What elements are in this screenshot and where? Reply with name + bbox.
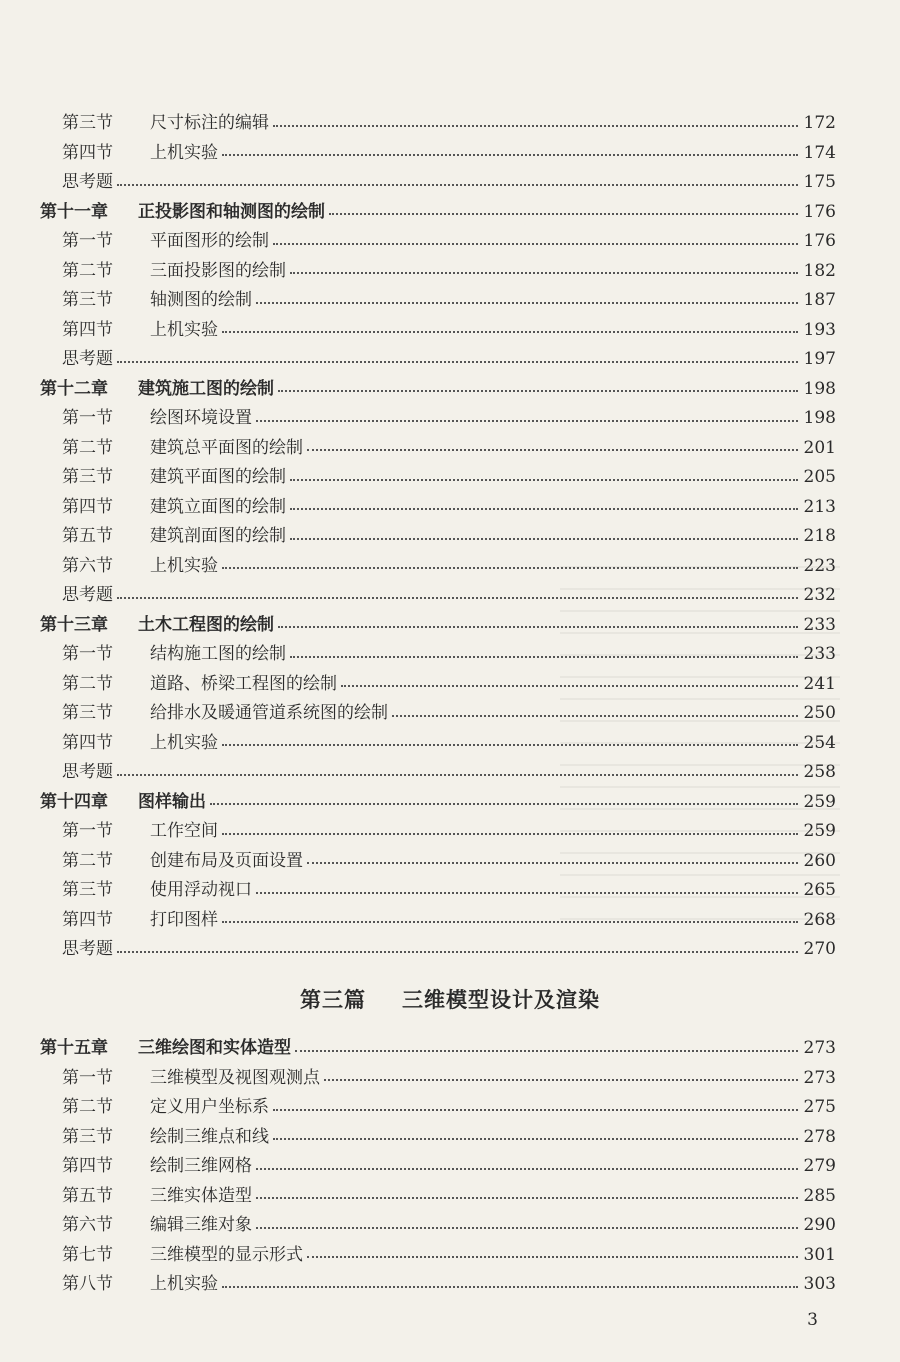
toc-section-row [36,1063,836,1093]
toc-entry-page: 270 [803,939,836,959]
toc-entry-title: 建筑施工图的绘制 [138,378,274,399]
toc-entry-title: 建筑平面图的绘制 [150,467,286,487]
toc-section-row [36,315,836,345]
toc-entry-title: 上机实验 [150,1274,218,1294]
leader-dots [273,1109,798,1111]
leader-dots [117,774,798,776]
toc-entry-label: 思考题 [62,172,113,192]
toc-entry-label: 第十五章 [40,1038,108,1058]
toc-entry-page: 218 [803,526,836,546]
toc-exercises-row [36,167,836,197]
toc-entry-page: 241 [803,673,836,694]
toc-section-row [36,1151,836,1181]
toc-entry-title: 上机实验 [150,732,218,753]
toc-section-row [36,138,836,168]
toc-entry-page: 275 [803,1097,836,1117]
toc-entry-label: 第十一章 [40,201,108,222]
leader-dots [341,685,798,687]
leader-dots [256,892,798,894]
toc-entry-page: 278 [803,1126,836,1147]
toc-section-row [36,846,836,876]
toc-chapter-row [36,787,836,817]
toc-entry-label: 第四节 [62,496,113,517]
toc-entry-label: 第十二章 [40,378,108,399]
leader-dots [290,656,798,658]
toc-section-row [36,1210,836,1240]
leader-dots [273,1138,798,1140]
toc-chapter-row [36,610,836,640]
toc-section-row [36,728,836,758]
toc-section-row [36,698,836,728]
toc-entry-label: 第三节 [62,1126,113,1147]
toc-section-row [36,462,836,492]
toc-entry-page: 260 [803,850,836,871]
toc-entry-title: 建筑总平面图的绘制 [150,437,303,458]
toc-entry-label: 思考题 [62,585,113,605]
leader-dots [117,184,798,186]
toc-entry-title: 绘制三维网格 [150,1156,252,1176]
toc-entry-page: 198 [803,408,836,428]
toc-entry-label: 第四节 [62,732,113,753]
toc-chapter-row [36,374,836,404]
toc-entry-label: 第三节 [62,880,113,900]
leader-dots [290,538,798,540]
toc-entry-title: 三维模型及视图观测点 [150,1067,320,1088]
toc-section-row [36,875,836,905]
toc-section-row [36,226,836,256]
leader-dots [295,1050,798,1052]
toc-entry-page: 273 [803,1038,836,1058]
part-heading-title: 三维模型设计及渲染 [402,988,600,1012]
page-number: 3 [807,1310,818,1330]
toc-section-row [36,1181,836,1211]
toc-entry-label: 第六节 [62,555,113,576]
leader-dots [256,302,798,304]
toc-entry-page: 285 [803,1185,836,1206]
leader-dots [329,213,798,215]
toc-entry-label: 第三节 [62,703,113,723]
toc-section-row [36,1269,836,1299]
toc-entry-label: 第三节 [62,113,113,133]
leader-dots [256,1168,798,1170]
toc-entry-label: 第七节 [62,1244,113,1265]
toc-exercises-row [36,580,836,610]
toc-section-row [36,256,836,286]
leader-dots [256,420,798,422]
toc-entry-title: 上机实验 [150,319,218,340]
toc-section-row [36,551,836,581]
toc-entry-title: 三面投影图的绘制 [150,260,286,281]
toc-entry-title: 上机实验 [150,555,218,576]
leader-dots [222,567,798,569]
leader-dots [392,715,798,717]
toc-entry-page: 259 [803,791,836,812]
leader-dots [117,951,798,953]
leader-dots [290,272,798,274]
toc-section-row [36,285,836,315]
toc-entry-title: 建筑剖面图的绘制 [150,526,286,546]
leader-dots [307,1256,798,1258]
toc-entry-page: 303 [803,1274,836,1294]
toc-section-row [36,1092,836,1122]
toc-chapter-row [36,1033,836,1063]
toc-entry-page: 273 [803,1067,836,1088]
leader-dots [256,1227,798,1229]
toc-entry-label: 第四节 [62,319,113,340]
toc-entry-label: 第五节 [62,526,113,546]
toc-entry-title: 定义用户坐标系 [150,1097,269,1117]
toc-entry-page: 175 [803,172,836,192]
leader-dots [307,862,798,864]
toc-entry-title: 图样输出 [138,791,206,812]
leader-dots [278,626,798,628]
toc-entry-title: 三维模型的显示形式 [150,1244,303,1265]
leader-dots [290,508,798,510]
toc-entry-page: 198 [803,378,836,399]
toc-entry-label: 第二节 [62,850,113,871]
toc-entry-label: 第一节 [62,821,113,841]
toc-entry-page: 176 [803,231,836,251]
toc-exercises-row [36,934,836,964]
toc-entry-title: 给排水及暖通管道系统图的绘制 [150,703,388,723]
toc-chapter-row [36,197,836,227]
toc-entry-title: 打印图样 [150,909,218,930]
toc-entry-title: 尺寸标注的编辑 [150,113,269,133]
toc-entry-label: 第一节 [62,408,113,428]
leader-dots [256,1197,798,1199]
toc-entry-page: 223 [803,555,836,576]
toc-entry-label: 第一节 [62,231,113,251]
toc-section-row [36,816,836,846]
toc-entry-page: 213 [803,496,836,517]
toc-entry-title: 正投影图和轴测图的绘制 [138,201,325,222]
leader-dots [278,390,798,392]
toc-entry-title: 上机实验 [150,142,218,163]
toc-entry-label: 第四节 [62,1156,113,1176]
toc-section-row [36,639,836,669]
toc-entry-title: 使用浮动视口 [150,880,252,900]
toc-entry-title: 绘图环境设置 [150,408,252,428]
toc-entry-page: 258 [803,762,836,782]
toc-entry-label: 思考题 [62,349,113,369]
toc-entry-page: 259 [803,821,836,841]
leader-dots [290,479,798,481]
toc-section-row [36,403,836,433]
toc-entry-label: 第二节 [62,437,113,458]
toc-section-row [36,433,836,463]
toc-entry-title: 平面图形的绘制 [150,231,269,251]
toc-entry-page: 201 [803,437,836,458]
toc-entry-label: 第二节 [62,260,113,281]
toc-section-row [36,492,836,522]
toc-entry-page: 250 [803,703,836,723]
toc-entry-page: 233 [803,644,836,664]
toc-entry-label: 第二节 [62,1097,113,1117]
toc-entry-title: 三维实体造型 [150,1185,252,1206]
toc-exercises-row [36,757,836,787]
toc-entry-label: 第五节 [62,1185,113,1206]
toc-list-part-a [36,108,836,964]
leader-dots [222,744,798,746]
toc-entry-label: 第四节 [62,909,113,930]
toc-entry-label: 思考题 [62,939,113,959]
toc-entry-page: 176 [803,201,836,222]
toc-section-row [36,1240,836,1270]
toc-list-part-b [36,1033,836,1299]
toc-entry-page: 233 [803,614,836,635]
toc-entry-label: 第三节 [62,467,113,487]
leader-dots [273,125,798,127]
toc-section-row [36,905,836,935]
toc-entry-label: 第三节 [62,290,113,310]
toc-entry-title: 绘制三维点和线 [150,1126,269,1147]
toc-entry-title: 工作空间 [150,821,218,841]
toc-entry-label: 第十三章 [40,614,108,635]
toc-section-row [36,669,836,699]
toc-entry-title: 三维绘图和实体造型 [138,1038,291,1058]
toc-entry-title: 土木工程图的绘制 [138,614,274,635]
part-heading-label: 第三篇 [300,988,366,1012]
toc-entry-page: 172 [803,113,836,133]
toc-entry-label: 第四节 [62,142,113,163]
leader-dots [307,449,798,451]
toc-entry-page: 205 [803,467,836,487]
part-heading [0,984,900,1014]
toc-entry-title: 道路、桥梁工程图的绘制 [150,673,337,694]
leader-dots [222,1286,798,1288]
leader-dots [222,154,798,156]
leader-dots [222,833,798,835]
toc-entry-page: 268 [803,909,836,930]
toc-entry-label: 第一节 [62,1067,113,1088]
toc-exercises-row [36,344,836,374]
toc-entry-page: 197 [803,349,836,369]
toc-entry-label: 第十四章 [40,791,108,812]
toc-entry-page: 290 [803,1215,836,1235]
toc-entry-page: 301 [803,1244,836,1265]
leader-dots [324,1079,798,1081]
leader-dots [117,597,798,599]
toc-entry-title: 结构施工图的绘制 [150,644,286,664]
toc-entry-page: 265 [803,880,836,900]
leader-dots [273,243,798,245]
toc-entry-label: 思考题 [62,762,113,782]
leader-dots [117,361,798,363]
leader-dots [210,803,798,805]
toc-section-row [36,1122,836,1152]
toc-entry-page: 187 [803,290,836,310]
toc-section-row [36,108,836,138]
toc-section-row [36,521,836,551]
toc-entry-page: 279 [803,1156,836,1176]
toc-entry-page: 254 [803,732,836,753]
toc-entry-title: 建筑立面图的绘制 [150,496,286,517]
toc-entry-label: 第六节 [62,1215,113,1235]
toc-entry-title: 轴测图的绘制 [150,290,252,310]
leader-dots [222,921,798,923]
toc-entry-page: 174 [803,142,836,163]
leader-dots [222,331,798,333]
toc-entry-label: 第八节 [62,1274,113,1294]
toc-entry-page: 182 [803,260,836,281]
toc-entry-title: 编辑三维对象 [150,1215,252,1235]
toc-entry-label: 第二节 [62,673,113,694]
toc-entry-title: 创建布局及页面设置 [150,850,303,871]
toc-entry-page: 232 [803,585,836,605]
toc-entry-label: 第一节 [62,644,113,664]
toc-entry-page: 193 [803,319,836,340]
